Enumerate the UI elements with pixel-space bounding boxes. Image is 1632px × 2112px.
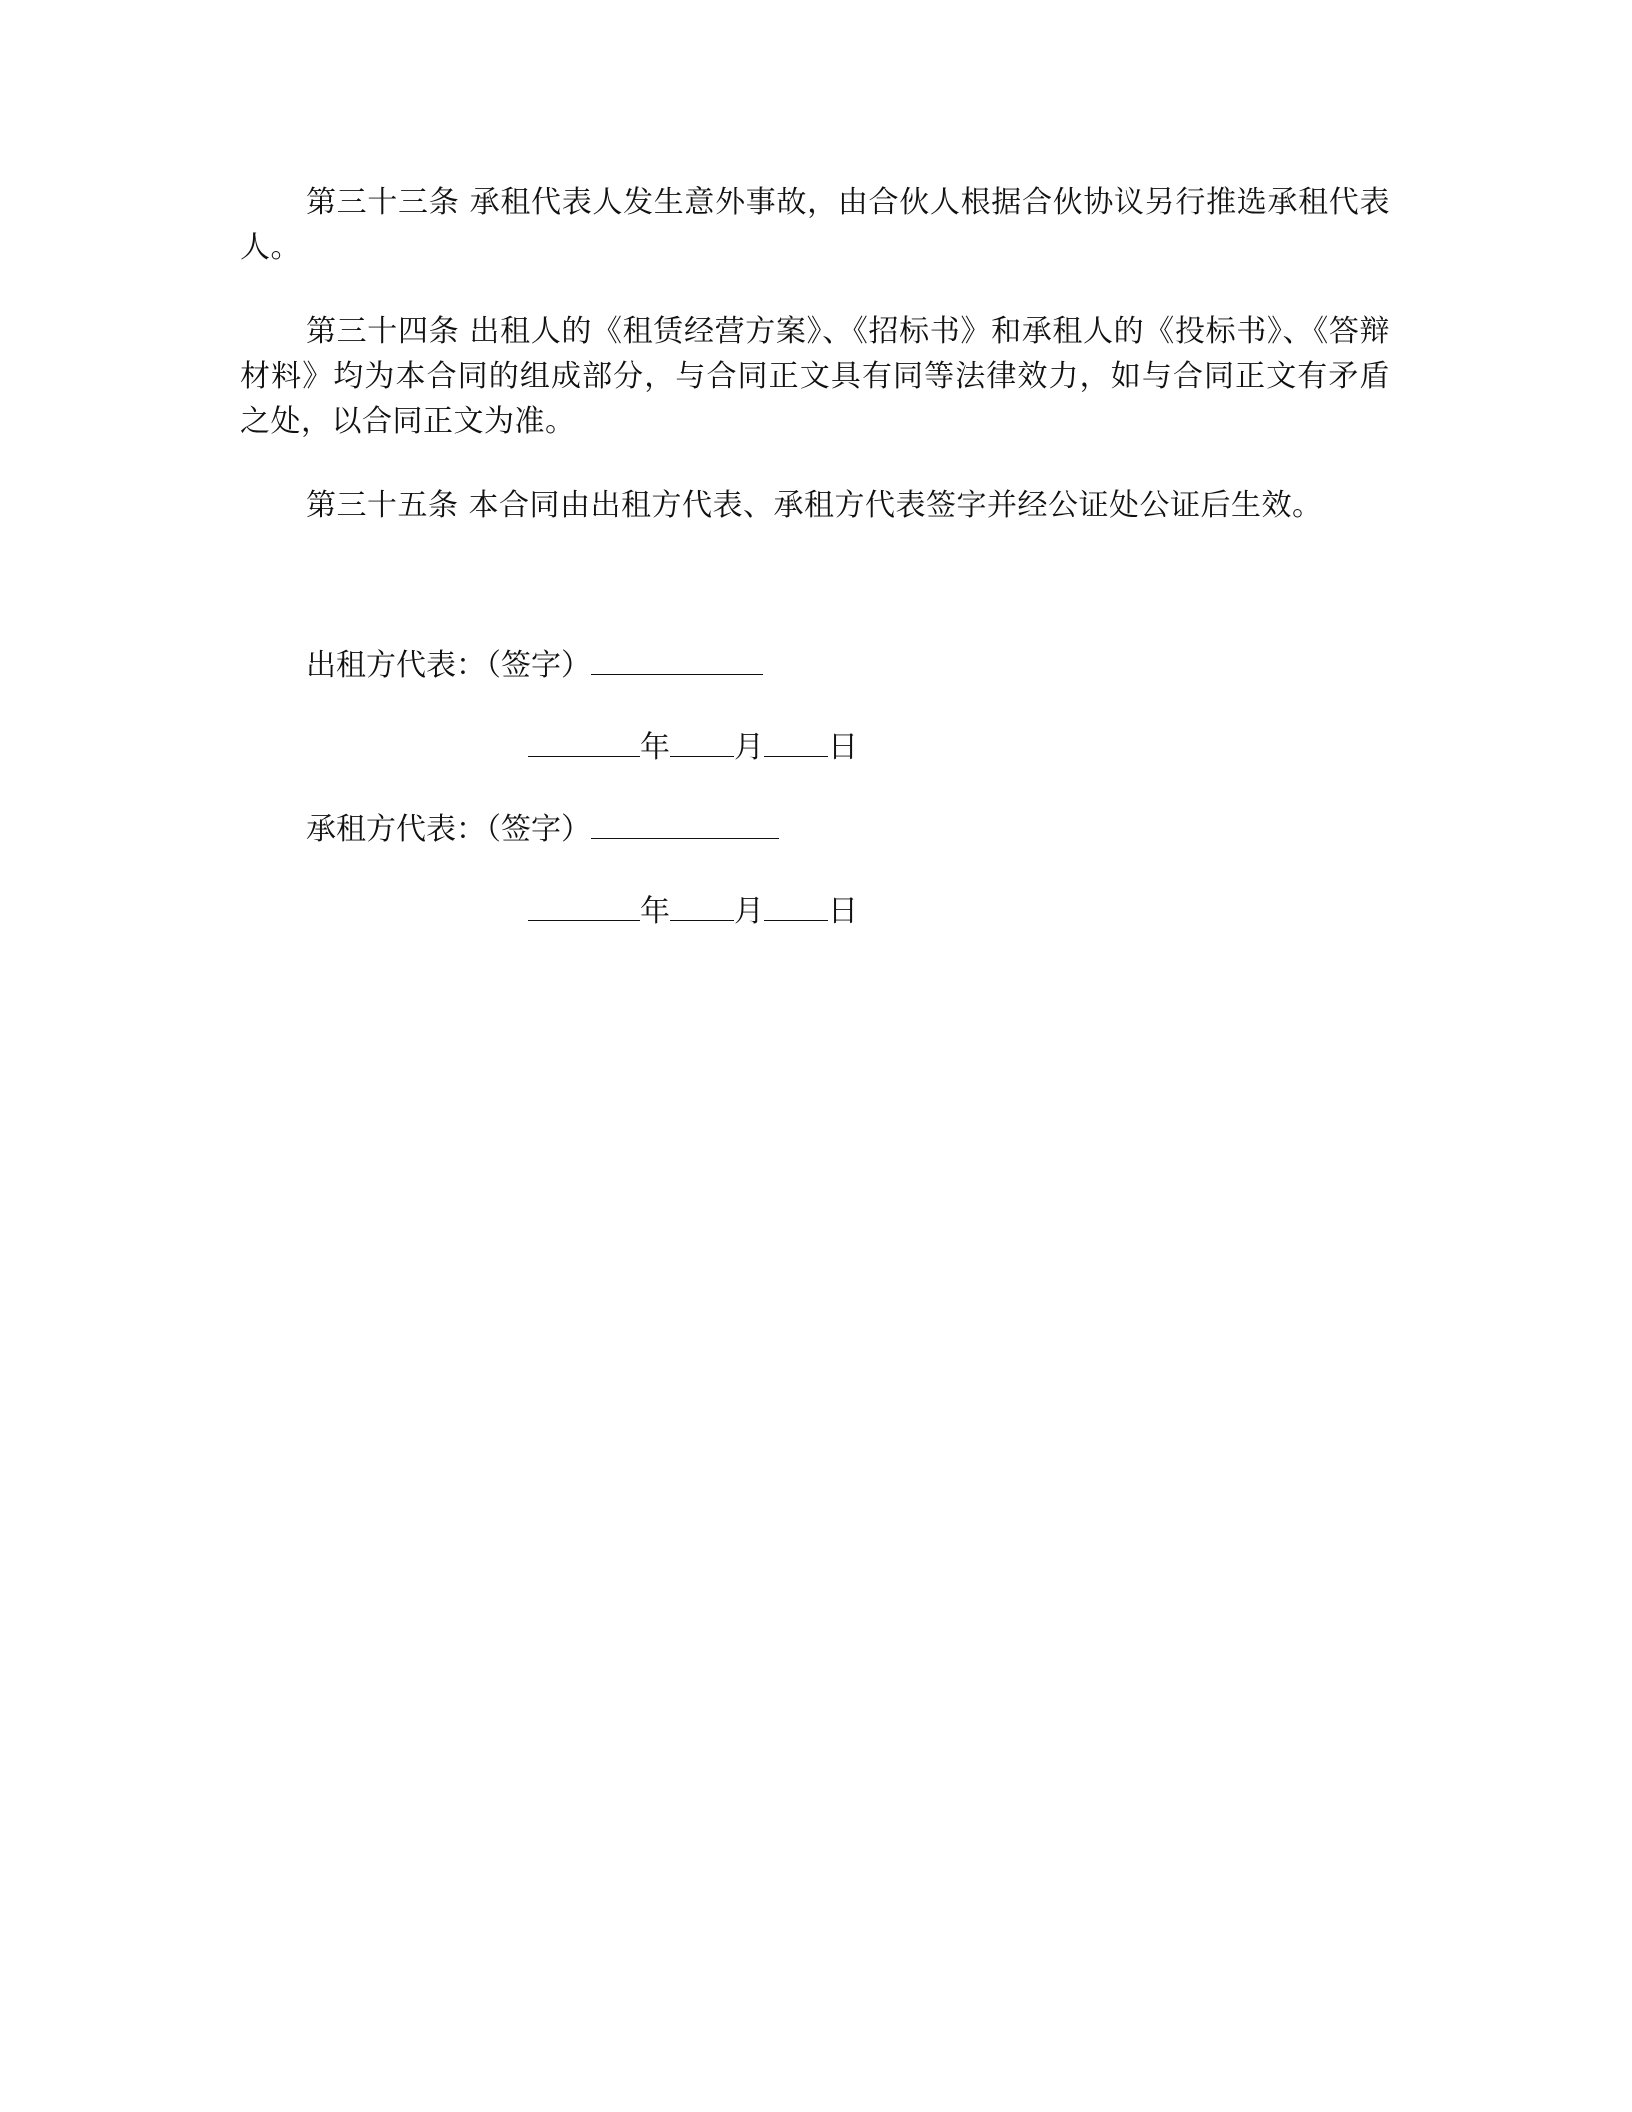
lessor-day-blank [764, 726, 828, 757]
contract-body [240, 180, 1390, 567]
lessee-month-label: 月 [734, 894, 764, 929]
lessor-month-blank [670, 726, 734, 757]
lessor-month-label: 月 [734, 730, 764, 765]
lessee-signature-line [306, 804, 779, 848]
lessor-year-blank [528, 726, 640, 757]
lessee-signature-label: 承租方代表：（签字） [306, 812, 591, 847]
lessor-year-label: 年 [640, 730, 670, 765]
article-34: 第三十四条 出租人的《租赁经营方案》、《招标书》和承租人的《投标书》、《答辩材料》均为本合同的组成部分，与合同正文具有同等法律效力，如与合同正文有矛盾之处，以合同正文为准。 [240, 314, 1390, 439]
lessor-signature-label: 出租方代表：（签字） [306, 648, 591, 683]
lessee-day-label: 日 [828, 894, 858, 929]
lessee-signature-blank [591, 808, 779, 839]
lessor-signature-blank [591, 644, 763, 675]
lessee-day-blank [764, 890, 828, 921]
article-33: 第三十三条 承租代表人发生意外事故，由合伙人根据合伙协议另行推选承租代表人。 [240, 185, 1390, 265]
lessee-year-label: 年 [640, 894, 670, 929]
lessee-date-line [528, 886, 858, 930]
lessor-date-line [528, 722, 858, 766]
lessor-day-label: 日 [828, 730, 858, 765]
lessee-year-blank [528, 890, 640, 921]
lessee-month-blank [670, 890, 734, 921]
article-35: 第三十五条 本合同由出租方代表、承租方代表签字并经公证处公证后生效。 [306, 488, 1323, 523]
lessor-signature-line [306, 640, 763, 684]
